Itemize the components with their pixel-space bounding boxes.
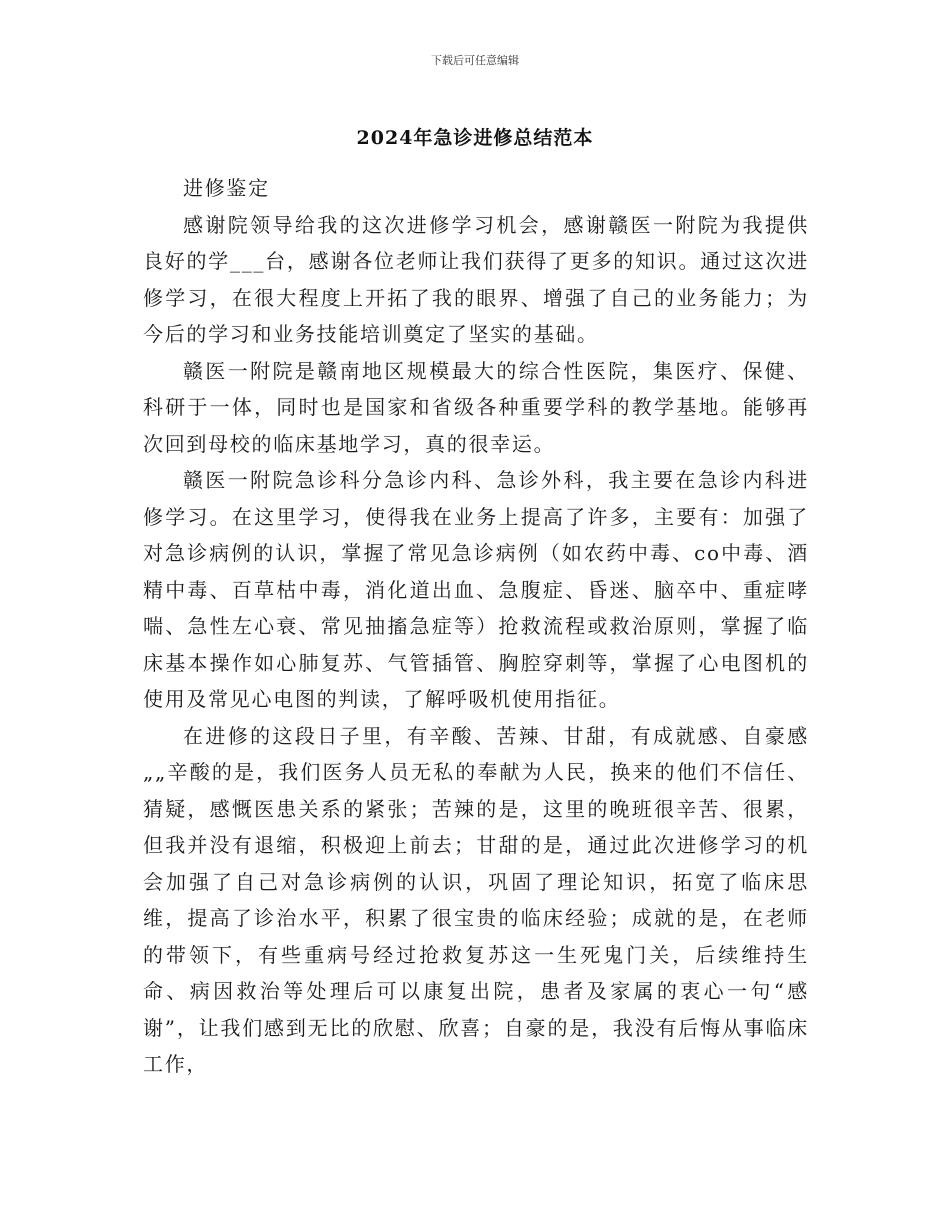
body-paragraph: 感谢院领导给我的这次进修学习机会，感谢赣医一附院为我提供良好的学___台，感谢各位老师让我们获得了更多的知识。通过这次进修学习，在很大程度上开拓了我的眼界、增强了自己的业务能力；为今后的学习和业务技能培训奠定了坚实的基础。 xyxy=(143,212,809,346)
document-title: 2024年急诊进修总结范本 xyxy=(356,127,594,149)
document-body xyxy=(143,170,809,1083)
body-paragraph: 在进修的这段日子里，有辛酸、苦辣、甘甜，有成就感、自豪感„„辛酸的是，我们医务人员无私的奉献为人民，换来的他们不信任、猜疑，感慨医患关系的紧张；苦辣的是，这里的晚班很辛苦、很累，但我并没有退缩，积极迎上前去；甘甜的是，通过此次进修学习的机会加强了自己对急诊病例的认识，巩固了理论知识，拓宽了临床思维，提高了诊治水平，积累了很宝贵的临床经验；成就的是，在老师的带领下，有些重病号经过抢救复苏这一生死鬼门关，后续维持生命、病因救治等处理后可以康复出院，患者及家属的衷心一句“感谢”，让我们感到无比的欣慰、欣喜；自豪的是，我没有后悔从事临床工作， xyxy=(143,723,809,1076)
body-paragraph: 赣医一附院是赣南地区规模最大的综合性医院，集医疗、保健、科研于一体，同时也是国家和省级各种重要学科的教学基地。能够再次回到母校的临床基地学习，真的很幸运。 xyxy=(143,358,809,456)
body-paragraph: 赣医一附院急诊科分急诊内科、急诊外科，我主要在急诊内科进修学习。在这里学习，使得我在业务上提高了许多，主要有：加强了对急诊病例的认识，掌握了常见急诊病例（如农药中毒、co中毒、酒精中毒、百草枯中毒，消化道出血、急腹症、昏迷、脑卒中、重症哮喘、急性左心衰、常见抽搐急症等）抢救流程或救治原则，掌握了临床基本操作如心肺复苏、气管插管、胸腔穿刺等，掌握了心电图机的使用及常见心电图的判读，了解呼吸机使用指征。 xyxy=(143,468,809,711)
section-heading: 进修鉴定 xyxy=(183,176,270,200)
page-header-note: 下载后可任意编辑 xyxy=(431,54,519,67)
